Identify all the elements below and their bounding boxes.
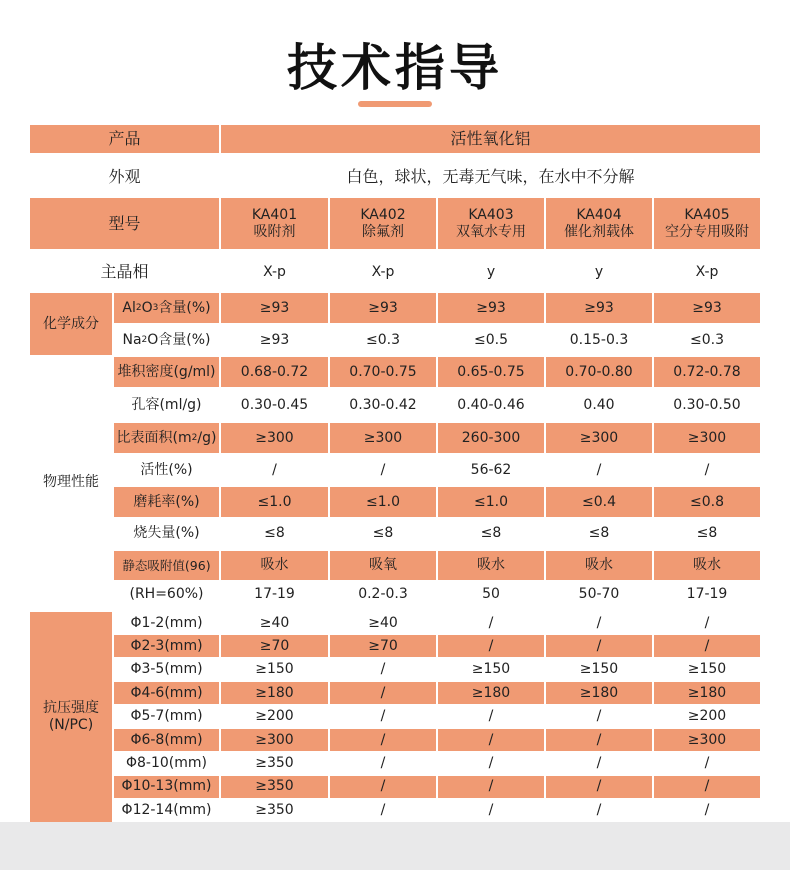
physical-value: 0.30-0.50: [673, 396, 741, 413]
model-cell: [221, 198, 328, 249]
chemical-value: ≥93: [438, 293, 544, 323]
crystal-label: 主晶相: [100, 262, 149, 282]
strength-value: /: [330, 729, 436, 751]
physical-row-label: [114, 423, 219, 453]
physical-row-label: (RH=60%): [129, 586, 204, 603]
physical-value: /: [272, 461, 277, 478]
model-code: KA401: [251, 206, 298, 223]
strength-value: /: [488, 614, 494, 631]
crystal-value: y: [594, 263, 604, 280]
physical-value: 吸水: [221, 551, 328, 580]
physical-value: ≤8: [480, 524, 502, 541]
physical-value: 0.70-0.80: [546, 357, 652, 387]
physical-value: ≤8: [264, 524, 285, 541]
label-sup: 2: [191, 432, 198, 443]
strength-value: /: [704, 754, 710, 771]
model-cell: [438, 198, 544, 249]
strength-value: ≥180: [221, 682, 328, 704]
model-use: 除氟剂: [362, 223, 404, 240]
crystal-value: X-p: [263, 263, 286, 280]
physical-value: 50-70: [578, 586, 620, 603]
strength-value: ≥150: [687, 661, 727, 678]
strength-value: ≥180: [654, 682, 760, 704]
physical-value: 0.72-0.78: [654, 357, 760, 387]
chemical-value: ≥93: [546, 293, 652, 323]
model-use: 空分专用吸附: [665, 223, 749, 240]
physical-value: 0.70-0.75: [330, 357, 436, 387]
formula-suffix: 含量(%): [158, 299, 211, 316]
chemical-row-label: [114, 293, 219, 323]
strength-value: ≥150: [579, 661, 619, 678]
physical-row-label: 堆积密度(g/ml): [114, 357, 219, 387]
physical-value: ≤8: [696, 524, 718, 541]
product-header-label: 产品: [30, 125, 219, 153]
strength-value: ≥300: [221, 729, 328, 751]
strength-value: /: [546, 729, 652, 751]
product-name: 活性氧化铝: [221, 125, 760, 153]
strength-value: ≥180: [438, 682, 544, 704]
strength-value: /: [654, 635, 760, 657]
strength-value: ≥180: [546, 682, 652, 704]
strength-row-label: Φ4-6(mm): [114, 682, 219, 704]
strength-value: /: [380, 708, 386, 725]
model-cell: [546, 198, 652, 249]
physical-value: ≤0.8: [654, 487, 760, 517]
strength-value: /: [654, 776, 760, 798]
physical-value: 0.30-0.42: [349, 396, 417, 413]
physical-value: 260-300: [438, 423, 544, 453]
strength-value: ≥70: [221, 635, 328, 657]
physical-value: ≥300: [654, 423, 760, 453]
strength-value: /: [488, 801, 494, 818]
strength-value: /: [330, 776, 436, 798]
strength-row-label: Φ5-7(mm): [130, 708, 203, 725]
strength-value: /: [596, 754, 602, 771]
strength-value: ≥150: [255, 661, 294, 678]
physical-value: 50: [482, 586, 500, 603]
physical-value: ≤1.0: [330, 487, 436, 517]
model-use: 吸附剂: [253, 223, 296, 240]
strength-value: ≥150: [471, 661, 511, 678]
strength-row-label: Φ2-3(mm): [114, 635, 219, 657]
appearance-label: 外观: [108, 167, 141, 187]
strength-value: /: [704, 801, 710, 818]
chemical-value: ≤0.3: [366, 331, 400, 348]
strength-value: /: [546, 776, 652, 798]
model-use: 催化剂载体: [564, 223, 634, 240]
physical-value: 吸水: [438, 551, 544, 580]
physical-value: ≥300: [546, 423, 652, 453]
appearance-value: 白色，球状，无毒无气味，在水中不分解: [346, 167, 635, 187]
model-use: 双氧水专用: [456, 223, 526, 240]
physical-value: ≤8: [588, 524, 610, 541]
chemical-row-label: [114, 325, 219, 355]
crystal-value: X-p: [371, 263, 395, 280]
physical-value: ≥300: [330, 423, 436, 453]
strength-row-label: Φ1-2(mm): [130, 614, 203, 631]
strength-value: /: [596, 708, 602, 725]
label-text: /g): [197, 429, 217, 446]
chemical-value: ≥93: [221, 293, 328, 323]
physical-row-label: 磨耗率(%): [114, 487, 219, 517]
chemical-value: ≥93: [654, 293, 760, 323]
physical-value: 吸水: [654, 551, 760, 580]
physical-value: ≥300: [221, 423, 328, 453]
formula-suffix: 含量(%): [158, 331, 211, 348]
strength-value: /: [438, 729, 544, 751]
formula-sub-2: 3: [152, 302, 159, 313]
formula-sub-1: 2: [135, 302, 142, 313]
strength-value: ≥350: [255, 754, 294, 771]
physical-value: 0.2-0.3: [358, 586, 408, 603]
physical-value: 吸氧: [330, 551, 436, 580]
page-title: 技术指导: [287, 39, 503, 97]
physical-value: /: [380, 461, 386, 478]
chemical-value: ≤0.5: [474, 331, 508, 348]
physical-value: 0.30-0.45: [240, 396, 309, 413]
formula-element-2: O: [141, 299, 153, 316]
strength-value: /: [596, 801, 602, 818]
strength-row-label: Φ12-14(mm): [121, 801, 212, 818]
chemical-value: 0.15-0.3: [569, 331, 629, 348]
strength-value: ≥40: [368, 614, 398, 631]
strength-group-line-2: (N/PC): [48, 717, 94, 733]
strength-value: ≥350: [221, 776, 328, 798]
strength-row-label: Φ3-5(mm): [130, 661, 203, 678]
physical-value: ≤8: [372, 524, 394, 541]
strength-value: /: [546, 635, 652, 657]
physical-row-label: 孔容(ml/g): [131, 396, 202, 413]
physical-group-label: 物理性能: [43, 473, 99, 490]
formula-element-1: Na: [122, 331, 142, 348]
crystal-value: y: [486, 263, 496, 280]
strength-group-line-1: 抗压强度: [43, 700, 99, 717]
strength-row-label: Φ8-10(mm): [126, 754, 207, 771]
model-label: 型号: [30, 198, 219, 249]
strength-value: /: [380, 661, 386, 678]
strength-value: ≥200: [255, 708, 294, 725]
model-code: KA404: [576, 206, 622, 223]
chemical-value: ≥93: [259, 331, 290, 348]
formula-element-1: Al: [122, 299, 136, 316]
model-cell: [330, 198, 436, 249]
chemical-group-label: 化学成分: [30, 293, 112, 355]
strength-value: ≥70: [330, 635, 436, 657]
physical-value: 17-19: [686, 586, 728, 603]
physical-value: 0.40-0.46: [457, 396, 525, 413]
strength-value: /: [330, 682, 436, 704]
model-code: KA402: [360, 206, 406, 223]
title-underline: [358, 101, 432, 107]
physical-value: 56-62: [470, 461, 512, 478]
physical-value: /: [596, 461, 602, 478]
physical-value: 吸水: [546, 551, 652, 580]
physical-value: ≤1.0: [221, 487, 328, 517]
physical-row-label: 活性(%): [140, 461, 193, 478]
strength-value: /: [596, 614, 602, 631]
model-code: KA405: [684, 206, 730, 223]
physical-value: ≤0.4: [546, 487, 652, 517]
strength-value: /: [438, 776, 544, 798]
strength-value: /: [438, 635, 544, 657]
physical-value: 0.40: [583, 396, 615, 413]
crystal-value: X-p: [695, 263, 719, 280]
physical-row-label: 烧失量(%): [133, 524, 200, 541]
strength-group-label: [30, 612, 112, 822]
physical-value: 17-19: [254, 586, 295, 603]
strength-value: /: [488, 708, 494, 725]
strength-value: ≥200: [687, 708, 727, 725]
strength-value: /: [380, 801, 386, 818]
strength-value: ≥40: [259, 614, 290, 631]
strength-row-label: Φ6-8(mm): [114, 729, 219, 751]
model-code: KA403: [468, 206, 514, 223]
strength-row-label: Φ10-13(mm): [114, 776, 219, 798]
physical-value: 0.68-0.72: [221, 357, 328, 387]
footer-band: [0, 822, 790, 870]
physical-row-label: 静态吸附值(96): [114, 551, 219, 580]
strength-value: ≥350: [255, 801, 294, 818]
chemical-value: ≥93: [330, 293, 436, 323]
physical-value: /: [704, 461, 710, 478]
chemical-value: ≤0.3: [690, 331, 724, 348]
strength-value: /: [704, 614, 710, 631]
model-cell: [654, 198, 760, 249]
strength-value: /: [488, 754, 494, 771]
physical-value: 0.65-0.75: [438, 357, 544, 387]
strength-value: /: [380, 754, 386, 771]
formula-element-2: O: [147, 331, 159, 348]
formula-sub-1: 2: [141, 334, 148, 345]
strength-value: ≥300: [654, 729, 760, 751]
physical-value: ≤1.0: [438, 487, 544, 517]
label-text: 比表面积(m: [116, 429, 192, 446]
